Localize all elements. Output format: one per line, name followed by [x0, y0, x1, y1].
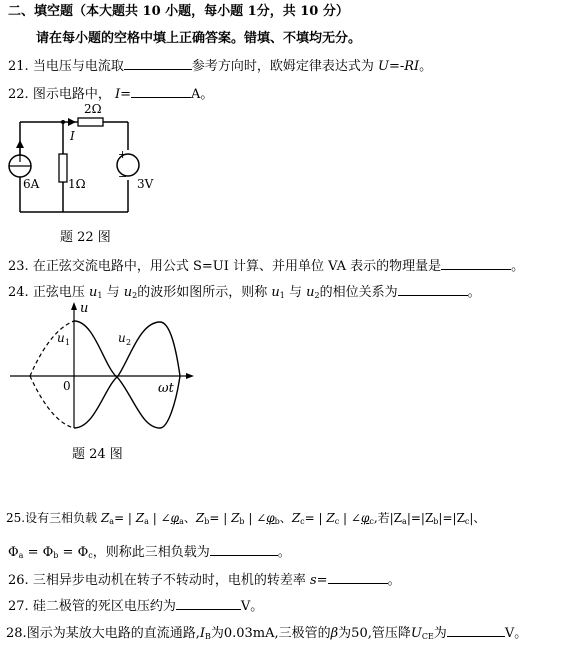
q28-text2: 为0.03mA,三极管的: [210, 626, 331, 641]
q25-bar3: | ∠: [339, 511, 361, 525]
q25-cb: b: [433, 517, 439, 526]
junction-dot: [61, 120, 65, 124]
q21-end: 。: [419, 59, 433, 74]
q26-number: 26.: [8, 573, 29, 588]
q25-line2-end: 。: [277, 545, 291, 560]
q24-end: 。: [467, 285, 481, 300]
q28-ib: I: [199, 626, 205, 641]
q28-number: 28.: [6, 626, 27, 641]
q24-number: 24.: [8, 285, 29, 300]
label-6a: 6A: [23, 177, 40, 191]
question-28: [6, 624, 527, 645]
q25-phi-c-sub: c: [369, 517, 374, 526]
q28-ib-sub: B: [204, 632, 211, 641]
q25-za: Z: [100, 511, 110, 525]
question-26: [8, 571, 401, 589]
q22-blank[interactable]: [131, 85, 191, 98]
q28-beta: β: [330, 626, 339, 641]
q24-u4-sub: 2: [314, 291, 320, 300]
q22-var: I: [114, 87, 121, 102]
q25-c1: |=|Z: [406, 511, 434, 525]
q25-phi-c2-sub: c: [88, 551, 93, 560]
q25-line2-text: ，则称此三相负载为: [92, 545, 210, 560]
q28-text3: 为50,管压降: [338, 626, 411, 641]
q24-text-mid3: 与: [288, 285, 302, 300]
figure-22-caption: 题 22 图: [60, 230, 111, 245]
section-instruction: 请在每小题的空格中填上正确答案。错填、不填均无分。: [36, 31, 362, 46]
current-source-icon: [9, 140, 31, 177]
label-u1: u: [57, 331, 65, 345]
q25-za2: Z: [135, 511, 145, 525]
axis-label-wt: ωt: [158, 381, 174, 396]
q25-zb-sub: b: [204, 517, 210, 526]
q25-cc: c: [464, 517, 470, 526]
q26-text: 三相异步电动机在转子不转动时，电机的转差率: [32, 573, 306, 588]
q22-eq: =: [120, 87, 132, 102]
q24-text-end: 的相位关系为: [319, 285, 398, 300]
q25-bar1: | ∠: [148, 511, 171, 525]
label-u1-sub: 1: [65, 338, 71, 347]
q28-text: 图示为某放大电路的直流通路,: [26, 626, 200, 641]
question-25: [6, 510, 485, 530]
q26-end: 。: [387, 573, 401, 588]
q25-line2-eq2: = Φ: [58, 545, 89, 560]
q23-end: 。: [511, 259, 525, 274]
label-2ohm: 2Ω: [84, 102, 102, 116]
q25-phi-c: φ: [360, 511, 370, 525]
q25-phi-a2-sub: a: [18, 551, 24, 560]
q24-text-mid: 与: [106, 285, 120, 300]
q27-end: V。: [240, 599, 264, 614]
q22-text-pre: 图示电路中，: [32, 87, 111, 102]
label-3v: 3V: [137, 177, 154, 191]
waveform-diagram-24: [0, 298, 200, 468]
q28-text4: 为: [433, 626, 447, 641]
q25-phi-b-sub: b: [274, 517, 280, 526]
q25-line2-eq1: = Φ: [23, 545, 54, 560]
q25-eq1: = |: [114, 511, 136, 525]
q25-ca: a: [402, 517, 407, 526]
label-minus: −: [118, 170, 128, 183]
question-21: [8, 57, 432, 75]
q24-u1-sub: 1: [97, 291, 103, 300]
q24-u2-sub: 2: [132, 291, 138, 300]
q24-u3: u: [271, 285, 280, 300]
figure-24-caption: 题 24 图: [72, 447, 123, 462]
q28-uce-sub: CE: [421, 632, 434, 641]
q25-c2: |=|Z: [438, 511, 465, 525]
q25-za2-sub: a: [144, 517, 149, 526]
q23-number: 23.: [8, 259, 29, 274]
q25-phi-a-sub: a: [179, 517, 184, 526]
q25-sep2: 、: [279, 511, 292, 525]
q26-eq: =: [316, 573, 328, 588]
q27-blank[interactable]: [176, 597, 241, 610]
q27-text: 硅二极管的死区电压约为: [32, 599, 176, 614]
label-current-i: I: [70, 129, 75, 143]
q25-zc2: Z: [326, 511, 335, 525]
q25-number: 25.: [6, 511, 26, 525]
wave-u1-dashed: [30, 321, 74, 376]
label-u2: u: [118, 331, 126, 345]
q25-phi-b2-sub: b: [53, 551, 59, 560]
resistor-1ohm: [59, 154, 67, 182]
q25-eq2: = |: [209, 511, 232, 525]
label-u2-sub: 2: [126, 338, 132, 347]
q21-number: 21.: [8, 59, 29, 74]
q21-text-pre: 当电压与电流取: [32, 59, 124, 74]
q25-text-pre: 设有三相负载: [25, 511, 98, 525]
q28-blank[interactable]: [447, 624, 505, 637]
q25-zb2-sub: b: [239, 517, 245, 526]
q26-blank[interactable]: [328, 571, 388, 584]
q23-text: 在正弦交流电路中，用公式 S=UI 计算、并用单位 VA 表示的物理量是: [32, 259, 442, 274]
q28-end: V。: [504, 626, 528, 641]
q25-zc2-sub: c: [334, 517, 340, 526]
question-23: [8, 257, 524, 275]
q24-u3-sub: 1: [279, 291, 285, 300]
q25-zb: Z: [195, 511, 205, 525]
x-axis-arrow-icon: [186, 373, 194, 379]
current-arrow-icon: [68, 118, 76, 126]
q24-u1: u: [88, 285, 98, 300]
circuit-diagram-22: [0, 100, 160, 250]
q24-u4: u: [306, 285, 315, 300]
q25-zc: Z: [291, 511, 301, 525]
question-25-line2: [8, 543, 291, 564]
q24-text-pre: 正弦电压: [32, 285, 85, 300]
q24-text-mid2: 的波形如图所示，则称: [137, 285, 268, 300]
q25-cond: ,若|Z: [373, 511, 403, 525]
q25-phi-b: φ: [266, 511, 275, 525]
q25-blank[interactable]: [210, 543, 278, 556]
q21-blank[interactable]: [124, 57, 192, 70]
label-plus: +: [118, 148, 128, 161]
q24-u2: u: [123, 285, 133, 300]
q28-uce: U: [410, 626, 422, 641]
q22-unit: A。: [191, 87, 214, 102]
q21-formula: U=-RI: [378, 59, 420, 74]
q25-za-sub: a: [109, 517, 115, 526]
q25-zc-sub: c: [300, 517, 305, 526]
resistor-2ohm: [78, 118, 103, 126]
q25-phi-a: φ: [170, 511, 180, 525]
q23-blank[interactable]: [441, 257, 511, 270]
q25-bar2: | ∠: [244, 511, 267, 525]
question-27: [8, 597, 263, 615]
axis-label-u: u: [80, 301, 89, 316]
q26-var: s: [309, 573, 317, 588]
label-1ohm: 1Ω: [68, 177, 86, 191]
q25-sep1: 、: [183, 511, 196, 525]
q22-number: 22.: [8, 87, 29, 102]
q25-eq3: = |: [304, 511, 327, 525]
label-origin: 0: [63, 379, 71, 393]
q24-blank[interactable]: [398, 283, 468, 296]
q25-zb2: Z: [231, 511, 240, 525]
q27-number: 27.: [8, 599, 29, 614]
q21-text-mid: 参考方向时，欧姆定律表达式为: [191, 59, 374, 74]
q25-phi-a2: Φ: [8, 545, 19, 560]
q25-c3: |、: [469, 511, 486, 525]
section-heading: 二、填空题（本大题共 10 小题，每小题 1分，共 10 分）: [8, 4, 349, 19]
y-axis-arrow-icon: [71, 302, 77, 310]
